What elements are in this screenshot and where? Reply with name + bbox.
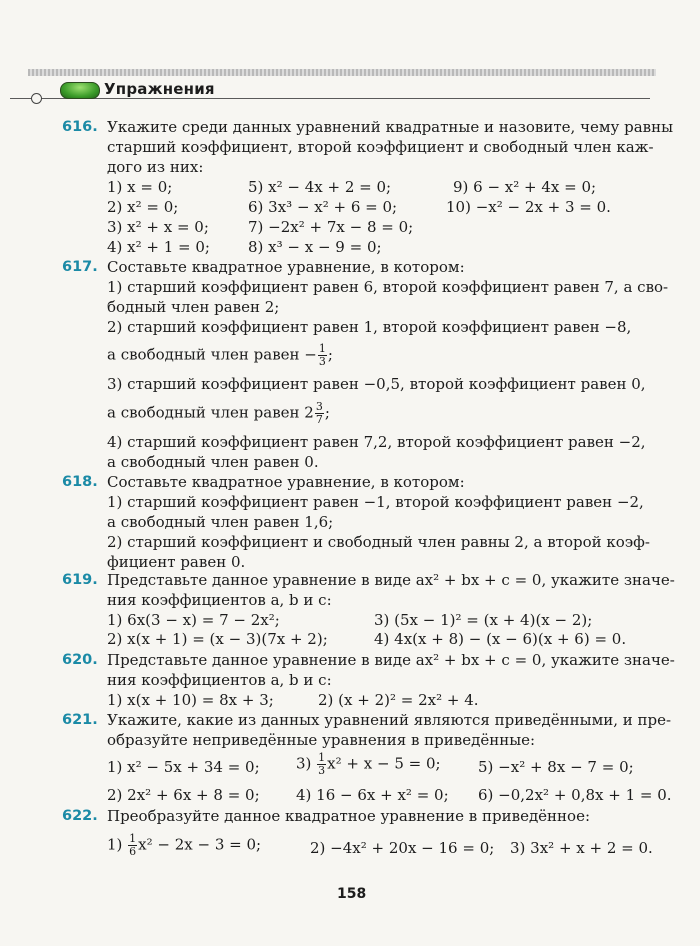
exercise-number: 617. xyxy=(62,259,98,275)
exercise-text: дого из них: xyxy=(107,158,204,176)
exercise-number: 618. xyxy=(62,474,98,490)
fraction-denominator: 3 xyxy=(318,355,326,368)
equation-item: 9) 6 − x² + 4x = 0; xyxy=(453,178,597,196)
exercise-text: 3) старший коэффициент равен −0,5, второй коэффициент равен 0, xyxy=(107,375,646,393)
exercise-text: 4) старший коэффициент равен 7,2, второй коэффициент равен −2, xyxy=(107,433,646,451)
exercise-text: а свободный член равен 1,6; xyxy=(107,513,334,531)
exercise-number: 619. xyxy=(62,572,98,588)
header-circle-icon xyxy=(31,93,42,104)
exercise-text: Составьте квадратное уравнение, в котором: xyxy=(107,473,465,491)
item-prefix: 3) xyxy=(296,754,317,773)
exercise-text: образуйте неприведённые уравнения в приведённые: xyxy=(107,731,536,749)
equation-text: x² + x − 5 = 0; xyxy=(327,754,441,773)
fraction-numerator: 1 xyxy=(318,751,326,764)
fraction xyxy=(315,401,324,426)
punctuation: ; xyxy=(327,345,333,364)
equation-item: 2) x(x + 1) = (x − 3)(7x + 2); xyxy=(107,630,328,648)
header-decorative-bar xyxy=(28,69,656,76)
equation-item: 2) 2x² + 6x + 8 = 0; xyxy=(107,786,260,804)
equation-item: 1) x = 0; xyxy=(107,178,173,196)
exercise-text: Представьте данное уравнение в виде ax² + bx + c = 0, укажите значе- xyxy=(107,571,675,589)
fraction-numerator: 1 xyxy=(129,832,137,845)
equation-item: 10) −x² − 2x + 3 = 0. xyxy=(446,198,611,216)
exercise-text: 1) старший коэффициент равен −1, второй коэффициент равен −2, xyxy=(107,493,644,511)
equation-item: 2) −4x² + 20x − 16 = 0; xyxy=(310,839,495,857)
fraction xyxy=(317,752,326,777)
exercise-text: 2) старший коэффициент и свободный член равны 2, а второй коэф- xyxy=(107,533,650,551)
exercise-text: бодный член равен 2; xyxy=(107,298,280,316)
exercise-text: старший коэффициент, второй коэффициент и свободный член каж- xyxy=(107,138,654,156)
fraction-numerator: 1 xyxy=(318,342,326,355)
section-title: Упражнения xyxy=(104,80,215,98)
fraction-numerator: 3 xyxy=(315,400,323,413)
equation-item: 2) x² = 0; xyxy=(107,198,179,216)
equation-item: 3) 3x² + x + 2 = 0. xyxy=(510,839,653,857)
exercise-number: 620. xyxy=(62,652,98,668)
exercise-text: Укажите, какие из данных уравнений являются приведёнными, и пре- xyxy=(107,711,672,729)
section-marker-icon xyxy=(60,82,100,99)
exercise-text: Укажите среди данных уравнений квадратные и назовите, чему равны xyxy=(107,118,674,136)
page-number: 158 xyxy=(337,886,367,902)
equation-item: 6) −0,2x² + 0,8x + 1 = 0. xyxy=(478,786,672,804)
exercise-number: 622. xyxy=(62,808,98,824)
equation-item: 1) 6x(3 − x) = 7 − 2x²; xyxy=(107,611,280,629)
equation-item: 2) (x + 2)² = 2x² + 4. xyxy=(318,691,479,709)
exercise-text: а свободный член равен 0. xyxy=(107,453,319,471)
exercise-text: 2) старший коэффициент равен 1, второй коэффициент равен −8, xyxy=(107,318,632,336)
fraction-denominator: 6 xyxy=(129,845,137,858)
exercise-text: ния коэффициентов a, b и c: xyxy=(107,671,332,689)
exercise-text: ния коэффициентов a, b и c: xyxy=(107,591,332,609)
equation-item: 4) 16 − 6x + x² = 0; xyxy=(296,786,449,804)
equation-item: 3) (5x − 1)² = (x + 4)(x − 2); xyxy=(374,611,593,629)
exercise-text: фициент равен 0. xyxy=(107,553,246,571)
text-part: а свободный член равен − xyxy=(107,345,317,364)
exercise-number: 616. xyxy=(62,119,98,135)
equation-item xyxy=(107,833,261,858)
text-part: а свободный член равен 2 xyxy=(107,403,314,422)
equation-item: 3) x² + x = 0; xyxy=(107,218,209,236)
fraction-denominator: 3 xyxy=(318,764,326,777)
equation-item: 4) 4x(x + 8) − (x − 6)(x + 6) = 0. xyxy=(374,630,627,648)
equation-item: 8) x³ − x − 9 = 0; xyxy=(248,238,382,256)
equation-item xyxy=(296,752,441,777)
equation-item: 1) x(x + 10) = 8x + 3; xyxy=(107,691,274,709)
equation-item: 1) x² − 5x + 34 = 0; xyxy=(107,758,260,776)
equation-item: 6) 3x³ − x² + 6 = 0; xyxy=(248,198,398,216)
exercise-text xyxy=(107,401,330,426)
fraction xyxy=(128,833,137,858)
equation-item: 5) x² − 4x + 2 = 0; xyxy=(248,178,392,196)
equation-item: 7) −2x² + 7x − 8 = 0; xyxy=(248,218,414,236)
equation-item: 5) −x² + 8x − 7 = 0; xyxy=(478,758,634,776)
exercise-text xyxy=(107,343,333,368)
exercise-text: Представьте данное уравнение в виде ax² + bx + c = 0, укажите значе- xyxy=(107,651,675,669)
fraction xyxy=(318,343,327,368)
item-prefix: 1) xyxy=(107,835,128,854)
equation-text: x² − 2x − 3 = 0; xyxy=(138,835,262,854)
punctuation: ; xyxy=(324,403,330,422)
exercise-number: 621. xyxy=(62,712,98,728)
header-rule xyxy=(10,98,650,99)
equation-item: 4) x² + 1 = 0; xyxy=(107,238,210,256)
exercise-text: Составьте квадратное уравнение, в котором: xyxy=(107,258,465,276)
exercise-text: Преобразуйте данное квадратное уравнение в приведённое: xyxy=(107,807,591,825)
fraction-denominator: 7 xyxy=(315,413,323,426)
exercise-text: 1) старший коэффициент равен 6, второй коэффициент равен 7, а сво- xyxy=(107,278,669,296)
